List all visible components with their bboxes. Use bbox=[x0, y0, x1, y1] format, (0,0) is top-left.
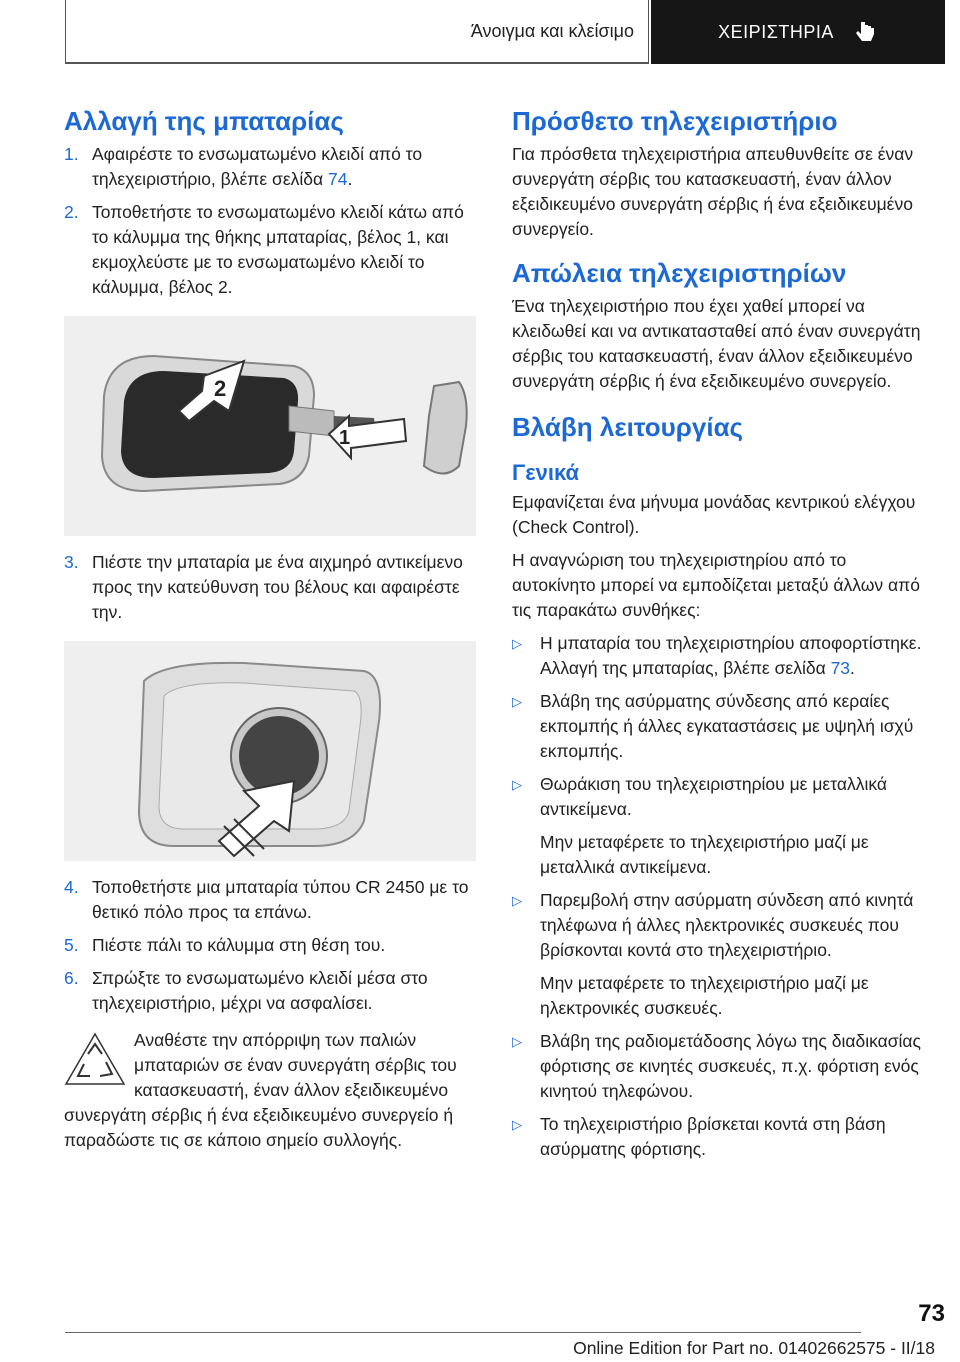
chapter-tab[interactable] bbox=[651, 0, 945, 64]
bullet-text: Η μπαταρία του τηλεχειριστηρίου αποφορτίστηκε. Αλλαγή της μπαταρίας, βλέπε σελίδα 73. bbox=[540, 633, 922, 678]
list-item bbox=[512, 1112, 926, 1162]
extra-remote-text: Για πρόσθετα τηλεχειριστήρια απευθυνθείτε σε έναν συνεργάτη σέρβις του κατασκευαστή, έναν άλλον εξειδικευμένο συνεργάτη σέρβις ή ένα εξειδικευμένο συνεργείο. bbox=[512, 144, 914, 239]
page-header bbox=[65, 0, 945, 66]
malfunction-heading: Βλάβη λειτουργίας bbox=[512, 412, 744, 442]
extra-remote-heading: Πρόσθετο τηλεχειριστήριο bbox=[512, 106, 838, 136]
key-cover-figure bbox=[64, 316, 476, 536]
battery-removal-illustration bbox=[64, 641, 476, 861]
bullet-text: Βλάβη της ασύρματης σύνδεσης από κεραίες εκπομπής ή άλλες εγκαταστάσεις με υψηλή ισχύ εκπομπής. bbox=[540, 691, 914, 761]
edition-text: Online Edition for Part no. 01402662575 - II/18 bbox=[573, 1338, 935, 1358]
general-text-2: Η αναγνώριση του τηλεχειριστηρίου από το αυτοκίνητο μπορεί να εμποδίζεται μεταξύ άλλων από τις παρακάτω συνθήκες: bbox=[512, 550, 920, 620]
environment-note bbox=[64, 1028, 476, 1153]
step-text: Τοποθετήστε το ενσωματωμένο κλειδί κάτω από το κάλυμμα της θήκης μπαταρίας, βέλος 1, και εκμοχλεύστε με το ενσωματωμένο κλειδί το κάλυμμα, βέλος 2. bbox=[92, 202, 464, 297]
environment-note-text: Αναθέστε την απόρριψη των παλιών μπαταριών σε έναν συνεργάτη σέρβις του κατασκευαστή, έναν άλλον εξειδικευμένο συνεργάτη σέρβις ή ένα εξειδικευμένο συνεργείο ή παραδώστε τις σε κάποιο σημείο συλλογής. bbox=[64, 1030, 457, 1150]
bullet-text: Βλάβη της ραδιομετάδοσης λόγω της διαδικασίας φόρτισης σε κινητές συσκευές, π.χ. φόρτιση ενός κινητού τηλεφώνου. bbox=[540, 1031, 921, 1101]
step-text: Πιέστε την μπαταρία με ένα αιχμηρό αντικείμενο προς την κατεύθυνση του βέλους και αφαιρέστε την. bbox=[92, 552, 463, 622]
general-heading: Γενικά bbox=[512, 460, 580, 485]
step-text: Σπρώξτε το ενσωματωμένο κλειδί μέσα στο τηλεχειριστήριο, μέχρι να ασφαλίσει. bbox=[92, 968, 428, 1013]
step-number: 6. bbox=[64, 968, 79, 988]
step-number: 3. bbox=[64, 552, 79, 572]
footer-divider bbox=[65, 1332, 861, 1333]
bullet-marker: ▷ bbox=[512, 694, 522, 709]
list-item bbox=[512, 772, 926, 822]
step-number: 4. bbox=[64, 877, 79, 897]
arrow-label-2: 2 bbox=[214, 376, 227, 401]
step-number: 1. bbox=[64, 144, 79, 164]
battery-change-heading: Αλλαγή της μπαταρίας bbox=[64, 106, 344, 136]
list-item bbox=[512, 689, 926, 764]
list-item bbox=[512, 631, 926, 681]
page-link[interactable]: 74 bbox=[327, 169, 348, 189]
section-title: Άνοιγμα και κλείσιμο bbox=[65, 0, 649, 64]
bullet-text: Το τηλεχειριστήριο βρίσκεται κοντά στη βάση ασύρματης φόρτισης. bbox=[540, 1114, 886, 1159]
lost-remote-text: Ένα τηλεχειριστήριο που έχει χαθεί μπορεί να κλειδωθεί και να αντικατασταθεί από έναν συνεργάτη σέρβις του κατασκευαστή, έναν άλλον εξειδικευμένο συνεργάτη σέρβις ή ένα εξειδικευμένο συνεργείο. bbox=[512, 296, 921, 391]
step-item bbox=[64, 142, 476, 192]
battery-figure bbox=[64, 641, 476, 861]
right-column bbox=[512, 104, 926, 1170]
bullet-marker: ▷ bbox=[512, 1117, 522, 1132]
step-text: Αφαιρέστε το ενσωματωμένο κλειδί από το τηλεχειριστήριο, βλέπε σελίδα 74. bbox=[92, 144, 423, 189]
list-item bbox=[512, 888, 926, 963]
step-item bbox=[64, 875, 476, 925]
remote-key-cover-illustration bbox=[64, 316, 476, 536]
chapter-title: ΧΕΙΡΙΣΤΗΡΙΑ bbox=[718, 21, 834, 42]
bullet-marker: ▷ bbox=[512, 777, 522, 792]
list-item bbox=[512, 1029, 926, 1104]
left-column bbox=[64, 104, 476, 1153]
page-number: 73 bbox=[918, 1300, 945, 1327]
bullet-text: Παρεμβολή στην ασύρματη σύνδεση από κινητά τηλέφωνα ή άλλες ηλεκτρονικές συσκευές που βρίσκονται κοντά στο τηλεχειριστήριο. bbox=[540, 890, 914, 960]
step-number: 5. bbox=[64, 935, 79, 955]
step-text: Πιέστε πάλι το κάλυμμα στη θέση του. bbox=[92, 935, 386, 955]
page-link[interactable]: 73 bbox=[830, 658, 851, 678]
hand-pointer-icon bbox=[852, 19, 878, 45]
bullet-marker: ▷ bbox=[512, 1034, 522, 1049]
step-item bbox=[64, 966, 476, 1016]
bullet-marker: ▷ bbox=[512, 636, 522, 651]
step-item bbox=[64, 200, 476, 300]
step-item bbox=[64, 550, 476, 625]
bullet-note: Μην μεταφέρετε το τηλεχειριστήριο μαζί με ηλεκτρονικές συσκευές. bbox=[540, 973, 869, 1018]
arrow-label-1: 1 bbox=[339, 427, 351, 449]
bullet-note: Μην μεταφέρετε το τηλεχειριστήριο μαζί με μεταλλικά αντικείμενα. bbox=[540, 832, 869, 877]
bullet-text: Θωράκιση του τηλεχειριστηρίου με μεταλλικά αντικείμενα. bbox=[540, 774, 888, 819]
bullet-marker: ▷ bbox=[512, 893, 522, 908]
lost-remote-heading: Απώλεια τηλεχειριστηρίων bbox=[512, 258, 847, 288]
general-text-1: Εμφανίζεται ένα μήνυμα μονάδας κεντρικού ελέγχου (Check Control). bbox=[512, 492, 916, 537]
recycle-icon bbox=[64, 1032, 126, 1094]
step-item bbox=[64, 933, 476, 958]
step-number: 2. bbox=[64, 202, 79, 222]
step-text: Τοποθετήστε μια μπαταρία τύπου CR 2450 με το θετικό πόλο προς τα επάνω. bbox=[92, 877, 469, 922]
